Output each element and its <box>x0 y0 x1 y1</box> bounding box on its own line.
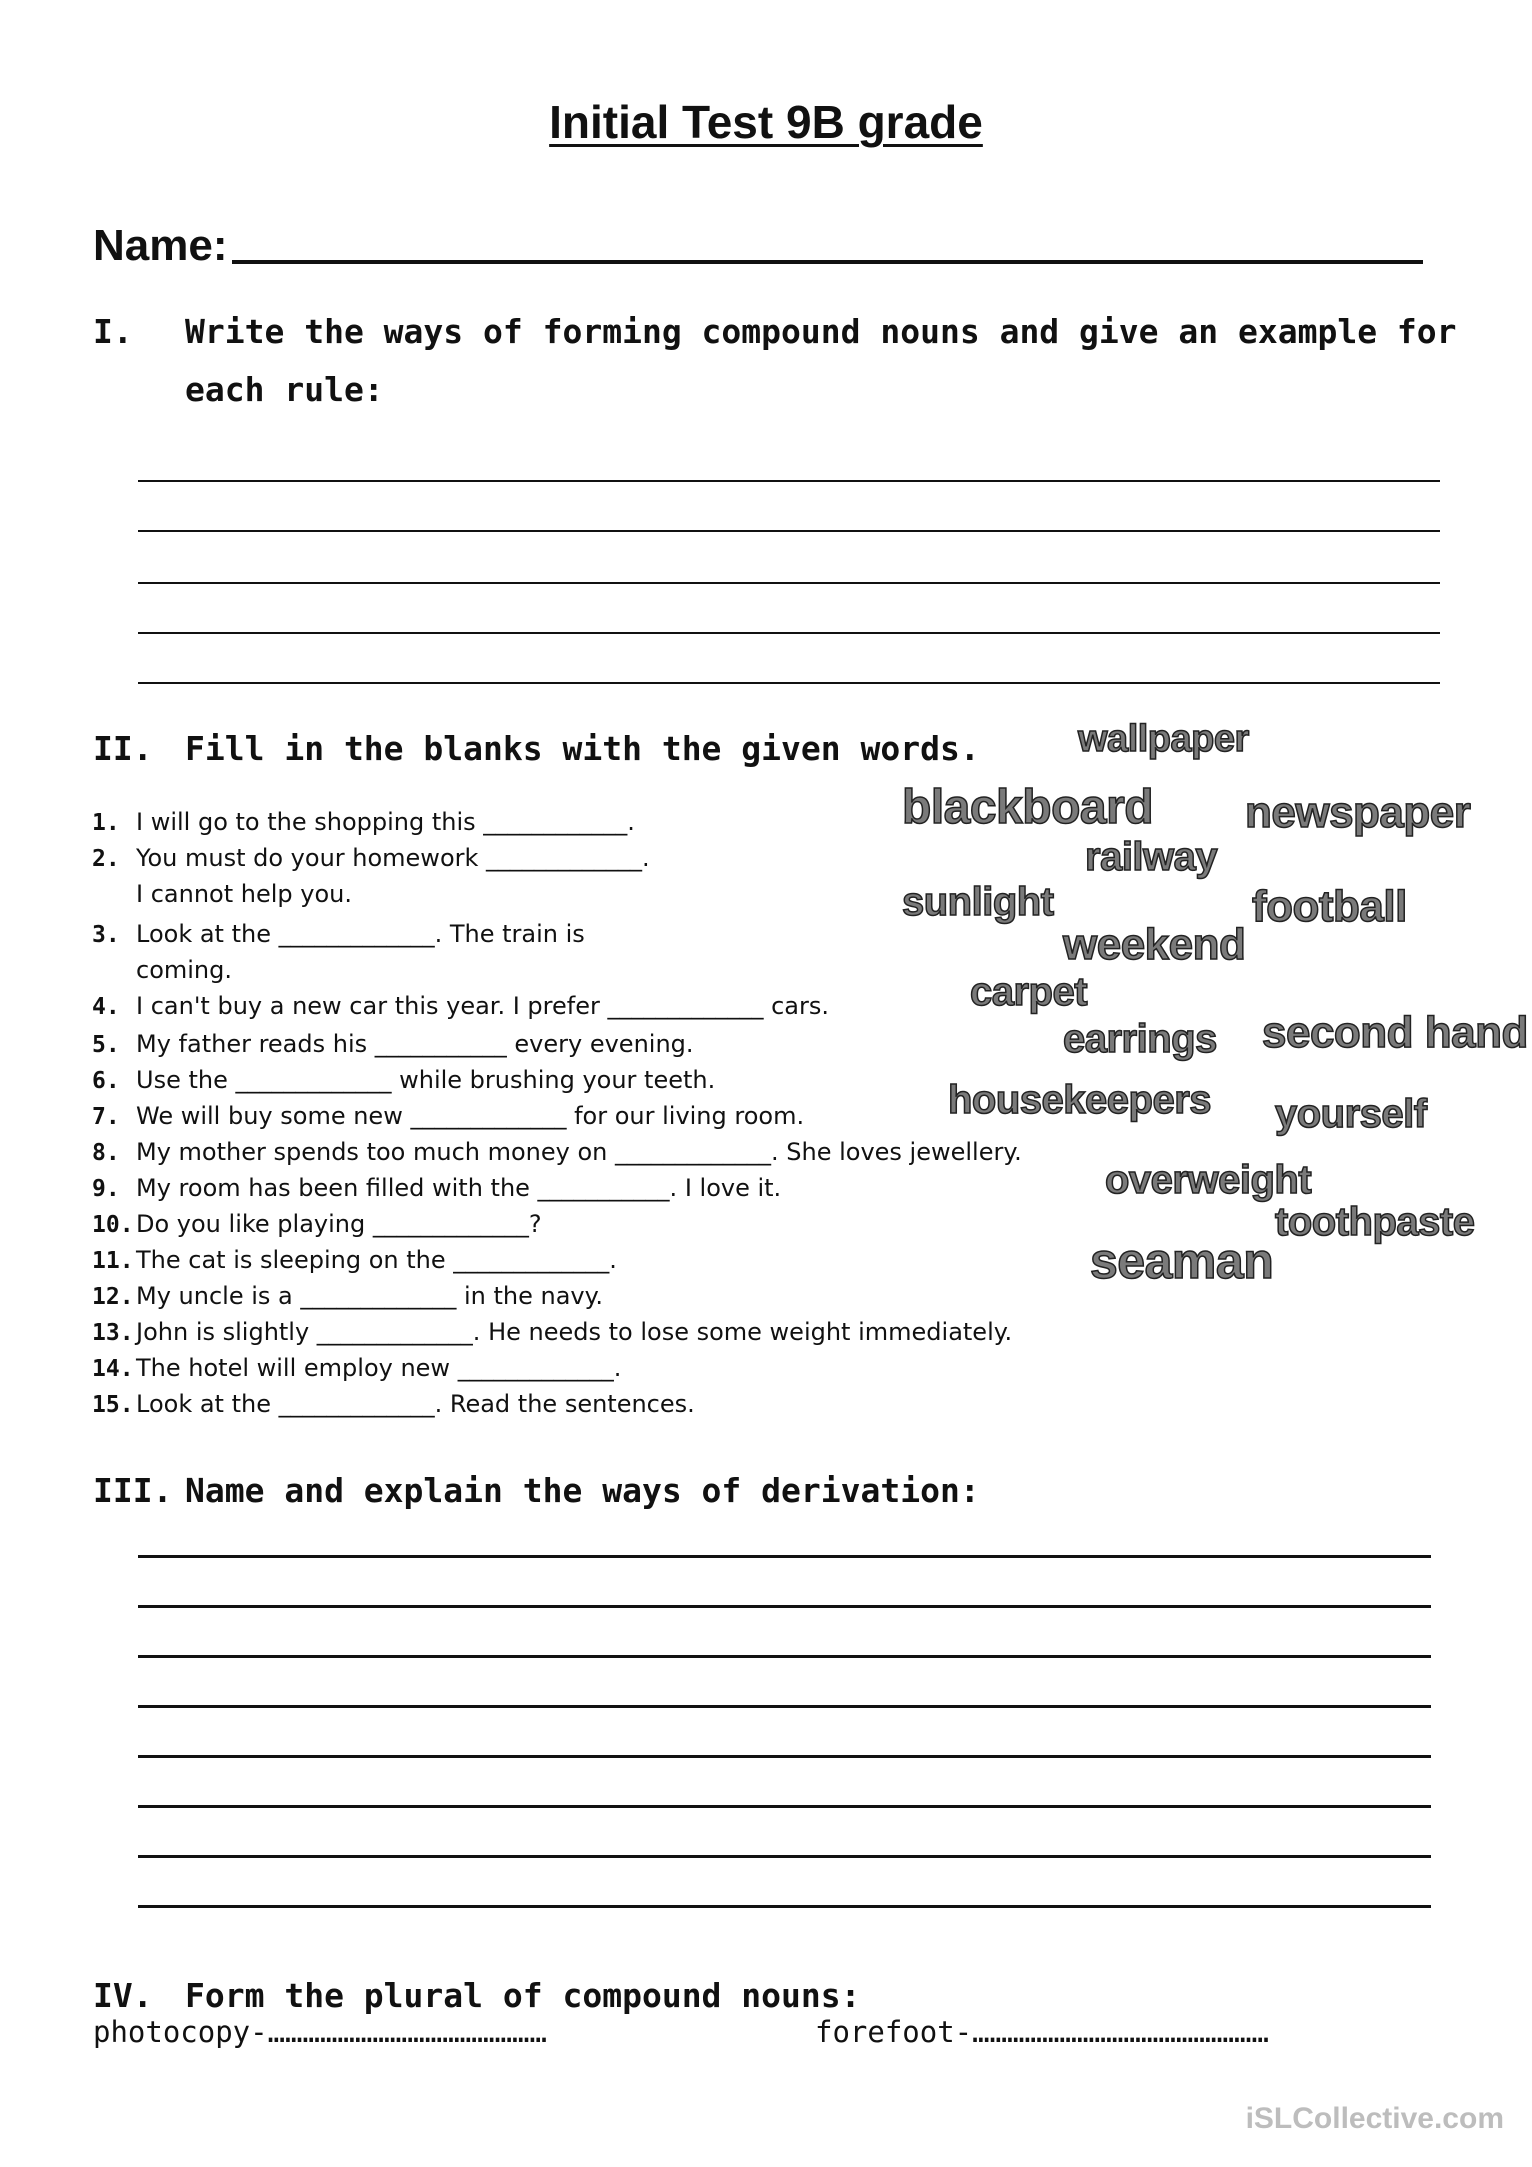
word-bank-item: newspaper <box>1245 788 1471 837</box>
section-2-heading <box>93 720 980 778</box>
list-item: 3. Look at the _____________. The train is <box>92 920 585 948</box>
section-1-number: I. <box>93 312 133 351</box>
list-item: 7. We will buy some new _____________ for our living room. <box>92 1102 805 1130</box>
word-bank-item: wallpaper <box>1078 718 1249 760</box>
answer-line[interactable] <box>138 1805 1431 1808</box>
word-bank-item: carpet <box>970 970 1088 1014</box>
answer-line[interactable] <box>138 1905 1431 1908</box>
word-bank-item: seaman <box>1090 1233 1274 1289</box>
word-bank-item: second hand <box>1262 1008 1528 1057</box>
list-item: 14. The hotel will employ new _____________. <box>92 1354 622 1382</box>
answer-line[interactable] <box>138 682 1440 684</box>
section-4-number: IV. <box>93 1976 153 2015</box>
word-bank-item: overweight <box>1105 1158 1312 1202</box>
name-blank-line[interactable] <box>232 260 1424 264</box>
section-4-text: Form the plural of compound nouns: <box>185 1976 861 2015</box>
section-3-text: Name and explain the ways of derivation: <box>185 1471 980 1510</box>
answer-line[interactable] <box>138 480 1440 482</box>
word-bank-item: football <box>1252 882 1407 931</box>
section-2-text: Fill in the blanks with the given words. <box>185 729 980 768</box>
word-bank-item: railway <box>1085 835 1218 879</box>
list-item: 13. John is slightly _____________. He needs to lose some weight immediately. <box>92 1318 1013 1346</box>
word-bank-item: blackboard <box>902 781 1154 834</box>
answer-line[interactable] <box>138 1755 1431 1758</box>
section-3-heading <box>93 1462 980 1520</box>
answer-line[interactable] <box>138 1555 1431 1558</box>
list-item: I cannot help you. <box>136 880 352 908</box>
list-item: 11. The cat is sleeping on the _____________. <box>92 1246 617 1274</box>
section-1-heading <box>93 303 1457 419</box>
section-3-number: III. <box>93 1471 173 1510</box>
name-label: Name: <box>93 221 228 270</box>
word-bank-item: sunlight <box>902 880 1054 924</box>
plural-item-photocopy[interactable]: photocopy-………………………………………… <box>93 2015 547 2049</box>
watermark: iSLCollective.com <box>1245 2102 1504 2135</box>
list-item: 9. My room has been filled with the ___________. I love it. <box>92 1174 782 1202</box>
word-bank-item: housekeepers <box>948 1078 1212 1122</box>
list-item: 6. Use the _____________ while brushing your teeth. <box>92 1066 716 1094</box>
section-2-number: II. <box>93 729 153 768</box>
page-title: Initial Test 9B grade <box>549 96 983 148</box>
section-1-text: Write the ways of forming compound nouns and give an example for <box>185 312 1457 351</box>
word-bank-item: yourself <box>1275 1092 1427 1136</box>
answer-line[interactable] <box>138 1655 1431 1658</box>
list-item: 2. You must do your homework _____________. <box>92 844 650 872</box>
list-item: 15. Look at the _____________. Read the sentences. <box>92 1390 695 1418</box>
list-item: 1. I will go to the shopping this ____________. <box>92 808 635 836</box>
answer-line[interactable] <box>138 582 1440 584</box>
word-bank-item: weekend <box>1063 920 1246 969</box>
answer-line[interactable] <box>138 530 1440 532</box>
answer-line[interactable] <box>138 632 1440 634</box>
section-1-text-line2: each rule: <box>185 370 384 409</box>
answer-line[interactable] <box>138 1705 1431 1708</box>
list-item: 5. My father reads his ___________ every evening. <box>92 1030 694 1058</box>
list-item: coming. <box>136 956 232 984</box>
list-item: 4. I can't buy a new car this year. I prefer _____________ cars. <box>92 992 830 1020</box>
answer-line[interactable] <box>138 1605 1431 1608</box>
plural-item-forefoot[interactable]: forefoot-…………………………………………… <box>815 2015 1269 2049</box>
list-item: 12. My uncle is a _____________ in the navy. <box>92 1282 604 1310</box>
list-item: 8. My mother spends too much money on _____________. She loves jewellery. <box>92 1138 1022 1166</box>
word-bank-item: toothpaste <box>1275 1200 1475 1244</box>
list-item: 10. Do you like playing _____________? <box>92 1210 542 1238</box>
word-bank-item: earrings <box>1063 1017 1217 1061</box>
answer-line[interactable] <box>138 1855 1431 1858</box>
name-field[interactable] <box>93 208 1423 268</box>
